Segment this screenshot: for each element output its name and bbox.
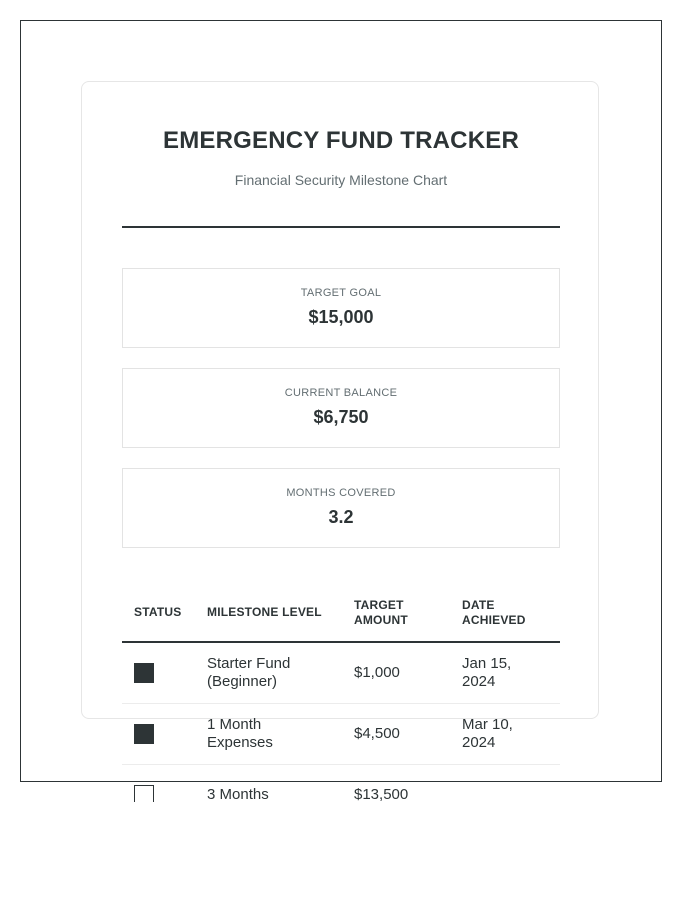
- page-subtitle: Financial Security Milestone Chart: [234, 172, 448, 188]
- stat-target-goal: [122, 268, 560, 348]
- table-row: [122, 765, 560, 803]
- status-cell: [122, 642, 195, 704]
- milestone-level-cell: Starter Fund (Beginner): [195, 642, 342, 704]
- column-header-date-achieved: DATE ACHIEVED: [450, 596, 560, 642]
- table-row: [122, 704, 560, 765]
- checkbox-checked-icon[interactable]: [134, 663, 154, 683]
- status-cell: [122, 765, 195, 803]
- target-amount-cell: $13,500: [342, 765, 450, 803]
- stat-months-covered: [122, 468, 560, 548]
- stat-current-balance: [122, 368, 560, 448]
- date-achieved-cell: Mar 10, 2024: [450, 704, 560, 765]
- stat-label: MONTHS COVERED: [286, 487, 396, 499]
- page-title: EMERGENCY FUND TRACKER: [163, 127, 519, 154]
- stat-value: $15,000: [308, 307, 374, 327]
- status-cell: [122, 704, 195, 765]
- table-row: [122, 642, 560, 704]
- column-header-target-amount: TARGET AMOUNT: [342, 596, 450, 642]
- column-header-status: STATUS: [122, 596, 195, 642]
- stat-label: TARGET GOAL: [300, 287, 382, 299]
- stat-value: $6,750: [313, 407, 369, 427]
- target-amount-cell: $4,500: [342, 704, 450, 765]
- milestone-table: [122, 596, 560, 802]
- milestone-level-cell: 1 Month Expenses: [195, 704, 342, 765]
- column-header-milestone-level: MILESTONE LEVEL: [195, 596, 342, 642]
- table-header-row: [122, 596, 560, 642]
- stat-label: CURRENT BALANCE: [284, 387, 398, 399]
- date-achieved-cell: [450, 765, 560, 803]
- target-amount-cell: $1,000: [342, 642, 450, 704]
- stat-value: 3.2: [328, 507, 354, 527]
- milestone-level-cell: 3 Months: [195, 765, 342, 803]
- date-achieved-cell: Jan 15, 2024: [450, 642, 560, 704]
- header-divider: [122, 226, 560, 228]
- card-content: [122, 81, 560, 802]
- checkbox-empty-icon[interactable]: [134, 785, 154, 802]
- checkbox-checked-icon[interactable]: [134, 724, 154, 744]
